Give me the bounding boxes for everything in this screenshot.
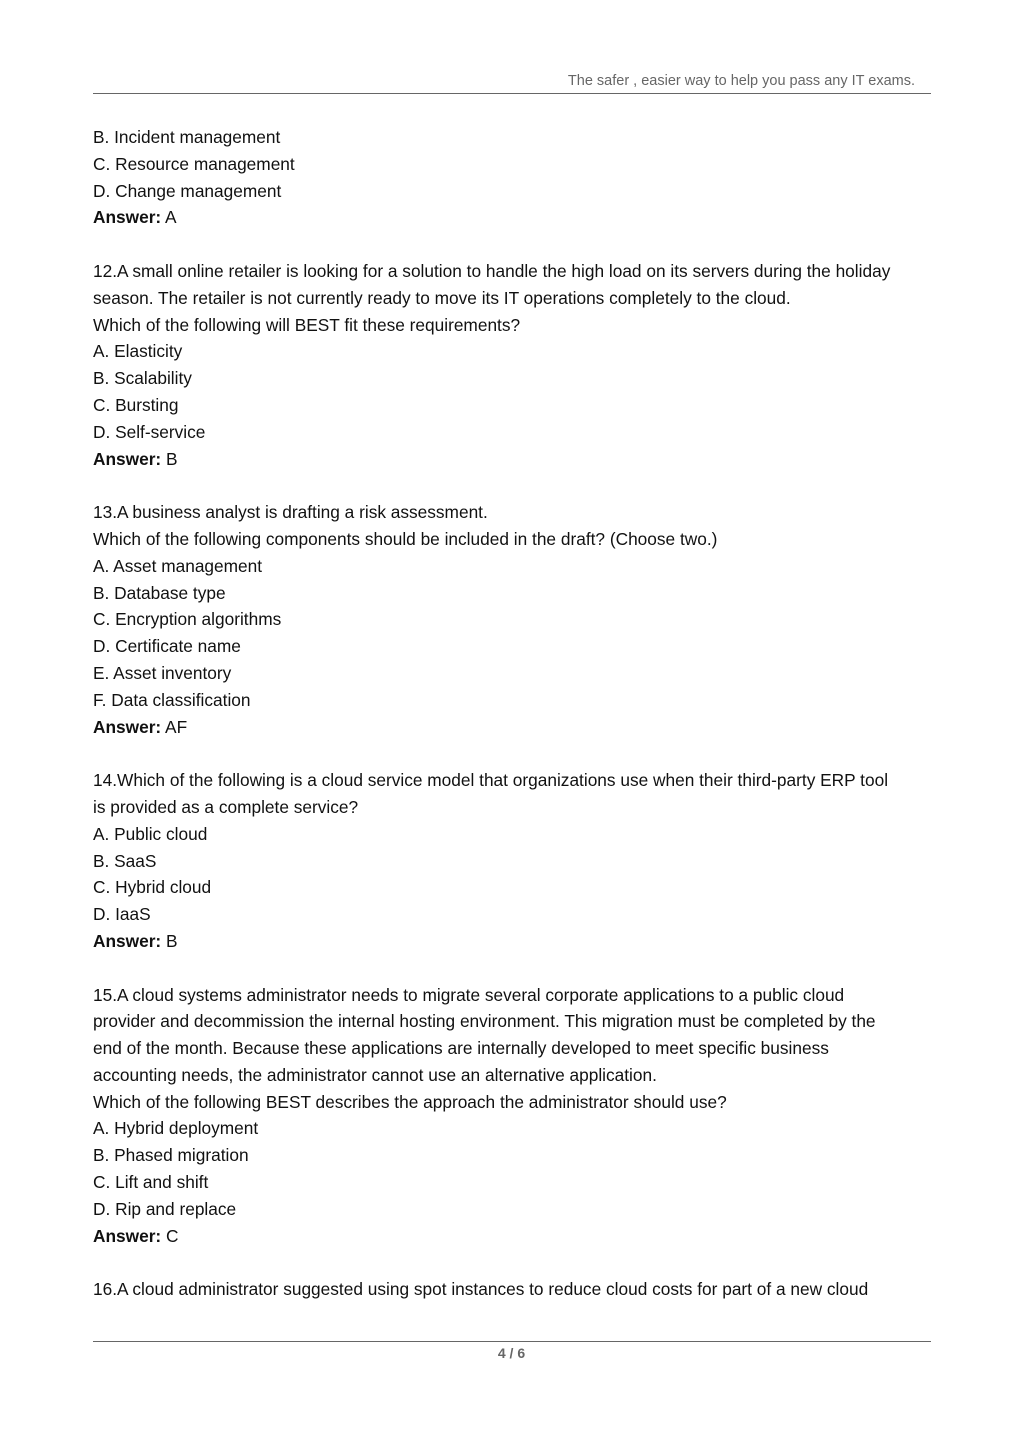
question-14 [93,767,933,955]
answer-value: B [166,930,178,951]
question-text: 13.A business analyst is drafting a risk assessment. [93,502,488,523]
question-15 [93,982,933,1250]
answer-line [93,1223,933,1250]
option: A. Elasticity [93,341,183,362]
option: B. Database type [93,582,226,603]
question-text: accounting needs, the administrator cannot use an alternative application. [93,1064,657,1085]
option: B. Scalability [93,368,192,389]
question-text: 16.A cloud administrator suggested using spot instances to reduce cloud costs for part of a new cloud [93,1279,869,1300]
answer-line [93,204,933,231]
option: D. Rip and replace [93,1198,237,1219]
question-text: 12.A small online retailer is looking for a solution to handle the high load on its servers during the holiday [93,260,891,281]
answer-label: Answer: [93,1225,162,1246]
page-number: 4 / 6 [497,1345,526,1361]
answer-value: AF [165,716,188,737]
option: A. Hybrid deployment [93,1118,259,1139]
question-text: provider and decommission the internal hosting environment. This migration must be completed by the [93,1011,876,1032]
answer-line [93,714,933,741]
answer-label: Answer: [93,930,162,951]
option: C. Resource management [93,153,295,174]
option: C. Bursting [93,394,179,415]
option: C. Hybrid cloud [93,877,212,898]
question-text: is provided as a complete service? [93,796,359,817]
question-carryover [93,124,933,231]
option: C. Encryption algorithms [93,609,282,630]
question-text: 15.A cloud systems administrator needs to migrate several corporate applications to a public cloud [93,984,845,1005]
answer-line [93,446,933,473]
answer-value: B [166,448,178,469]
answer-label: Answer: [93,716,162,737]
option: D. IaaS [93,904,151,925]
question-12 [93,258,933,472]
question-text: 14.Which of the following is a cloud service model that organizations use when their third-party ERP tool [93,770,889,791]
question-13 [93,499,933,740]
option: C. Lift and shift [93,1172,209,1193]
option: B. Phased migration [93,1145,249,1166]
answer-label: Answer: [93,207,162,228]
question-text: end of the month. Because these applications are internally developed to meet specific business [93,1038,829,1059]
option: B. SaaS [93,850,157,871]
header-tagline: The safer , easier way to help you pass any IT exams. [567,73,915,89]
question-text: season. The retailer is not currently ready to move its IT operations completely to the cloud. [93,287,791,308]
answer-value: A [165,207,177,228]
answer-value: C [166,1225,179,1246]
document-body [93,124,933,1303]
answer-line [93,928,933,955]
question-16 [93,1276,933,1303]
option: E. Asset inventory [93,662,232,683]
option: A. Asset management [93,555,263,576]
option: F. Data classification [93,689,251,710]
option: A. Public cloud [93,823,208,844]
question-text: Which of the following BEST describes the approach the administrator should use? [93,1091,727,1112]
option: D. Change management [93,180,282,201]
option: B. Incident management [93,127,281,147]
question-text: Which of the following components should be included in the draft? (Choose two.) [93,528,718,549]
footer-divider [93,1341,931,1342]
answer-label: Answer: [93,448,162,469]
option: D. Self-service [93,421,206,442]
question-text: Which of the following will BEST fit these requirements? [93,314,521,335]
option: D. Certificate name [93,636,241,657]
header-divider [93,93,931,94]
